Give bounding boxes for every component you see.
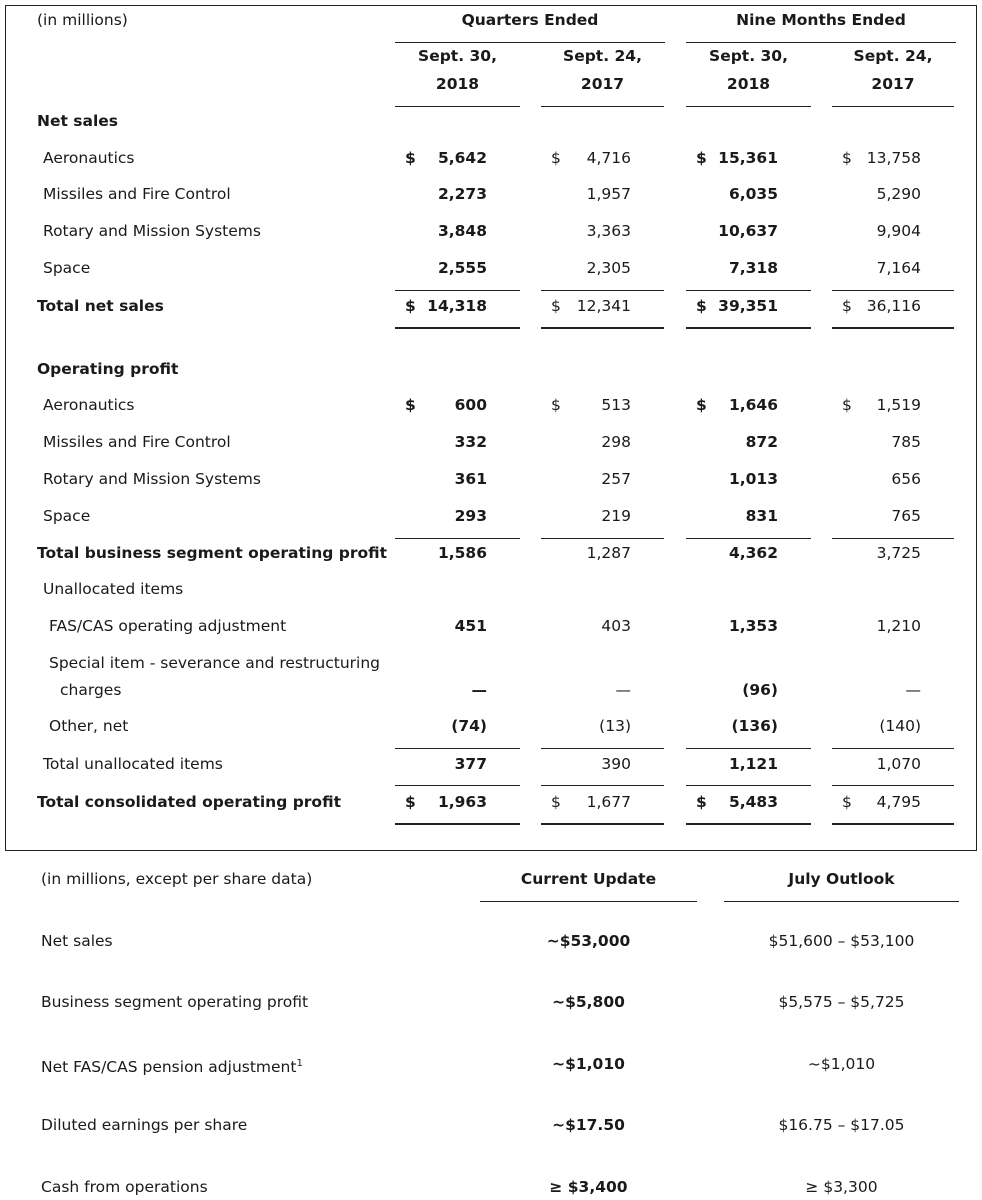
net-sales-value: 6,035 <box>728 185 778 203</box>
july-outlook-value: $51,600 – $53,100 <box>768 932 915 950</box>
current-update-underline <box>480 901 697 902</box>
currency-symbol: $ <box>696 297 707 315</box>
net-sales-value: 10,637 <box>718 222 778 240</box>
column-header-line1: Sept. 24, <box>563 47 642 65</box>
subtotal-rule <box>686 748 811 749</box>
operating-profit-value: 1,646 <box>728 396 778 414</box>
july-outlook-value: $16.75 – $17.05 <box>778 1116 905 1134</box>
subtotal-rule <box>686 538 811 539</box>
current-update-value: ~$5,800 <box>552 993 625 1011</box>
column-header-line1: Sept. 30, <box>418 47 497 65</box>
currency-symbol: $ <box>405 396 416 414</box>
currency-symbol: $ <box>696 793 707 811</box>
operating-profit-value: 1,519 <box>876 396 921 414</box>
operating-profit-value: 600 <box>454 396 487 414</box>
subtotal-rule <box>832 290 954 291</box>
total-consolidated-value: 1,677 <box>586 793 631 811</box>
total-consolidated-label: Total consolidated operating profit <box>37 793 341 811</box>
column-header-line2: 2018 <box>726 75 771 93</box>
fas-cas-value: 1,353 <box>728 617 778 635</box>
currency-symbol: $ <box>842 297 852 315</box>
operating-profit-row-label: Space <box>43 507 91 525</box>
column-header-line1: Sept. 30, <box>709 47 788 65</box>
operating-profit-row-label: Rotary and Mission Systems <box>43 470 261 488</box>
other-net-label: Other, net <box>49 717 129 735</box>
net-sales-value: 3,363 <box>586 222 631 240</box>
currency-symbol: $ <box>842 793 852 811</box>
total-segment-op-label: Total business segment operating profit <box>37 544 388 562</box>
operating-profit-row-label: Missiles and Fire Control <box>43 433 231 451</box>
july-outlook-value: ≥ $3,300 <box>805 1178 878 1196</box>
total-net-sales-value: 36,116 <box>866 297 921 315</box>
column-header-underline <box>832 106 954 107</box>
column-header-line1: Sept. 24, <box>853 47 933 65</box>
subtotal-rule <box>686 290 811 291</box>
current-update-value: ≥ $3,400 <box>549 1178 628 1196</box>
operating-profit-value: 332 <box>454 433 487 451</box>
fas-cas-value: 451 <box>454 617 487 635</box>
operating-profit-value: 513 <box>601 396 631 414</box>
fas-cas-value: 1,210 <box>876 617 921 635</box>
net-sales-value: 9,904 <box>876 222 921 240</box>
column-header-line2: 2017 <box>871 75 915 93</box>
july-outlook-value: $5,575 – $5,725 <box>778 993 905 1011</box>
current-update-header: Current Update <box>520 870 657 888</box>
total-net-sales-value: 14,318 <box>427 297 487 315</box>
currency-symbol: $ <box>842 149 852 167</box>
column-header-underline <box>541 106 664 107</box>
total-double-rule <box>686 823 811 825</box>
subtotal-rule <box>686 785 811 786</box>
total-double-rule <box>541 327 664 329</box>
operating-profit-value: 298 <box>601 433 631 451</box>
quarters-underline <box>395 42 665 43</box>
total-net-sales-value: 12,341 <box>576 297 631 315</box>
currency-symbol: $ <box>696 149 707 167</box>
operating-profit-row-label: Aeronautics <box>43 396 135 414</box>
total-net-sales-label: Total net sales <box>37 297 164 315</box>
net-sales-row-label: Space <box>43 259 91 277</box>
column-header-underline <box>395 106 520 107</box>
subtotal-rule <box>395 748 520 749</box>
net-sales-row-label: Aeronautics <box>43 149 135 167</box>
net-sales-value: 13,758 <box>866 149 921 167</box>
subtotal-rule <box>832 785 954 786</box>
operating-profit-value: 257 <box>601 470 631 488</box>
net-sales-row-label: Missiles and Fire Control <box>43 185 231 203</box>
special-item-value: — <box>615 681 631 699</box>
subtotal-rule <box>541 748 664 749</box>
column-header-underline <box>686 106 811 107</box>
july-outlook-header: July Outlook <box>788 870 895 888</box>
special-item-label-line2: charges <box>60 681 122 699</box>
net-sales-value: 4,716 <box>586 149 631 167</box>
total-segment-op-value: 1,586 <box>437 544 487 562</box>
net-sales-value: 7,318 <box>728 259 778 277</box>
outlook-row-label <box>41 1054 303 1077</box>
operating-profit-value: 293 <box>454 507 487 525</box>
net-sales-value: 15,361 <box>718 149 778 167</box>
nine-months-ended-header: Nine Months Ended <box>736 11 906 29</box>
operating-profit-value: 785 <box>891 433 921 451</box>
outlook-row-label-text: Business segment operating profit <box>41 993 309 1011</box>
total-unallocated-value: 1,121 <box>728 755 778 773</box>
operating-profit-value: 361 <box>454 470 487 488</box>
special-item-label-line1: Special item - severance and restructuring <box>49 654 381 672</box>
net-sales-value: 2,555 <box>437 259 487 277</box>
total-unallocated-label: Total unallocated items <box>43 755 223 773</box>
operating-profit-value: 831 <box>745 507 778 525</box>
subtotal-rule <box>541 785 664 786</box>
net-sales-value: 5,290 <box>876 185 921 203</box>
units-note: (in millions) <box>37 11 128 29</box>
other-net-value: (136) <box>731 717 778 735</box>
operating-profit-value: 656 <box>891 470 921 488</box>
currency-symbol: $ <box>405 149 416 167</box>
operating-profit-value: 1,013 <box>728 470 778 488</box>
column-header-line2: 2017 <box>580 75 625 93</box>
net-sales-heading: Net sales <box>37 112 119 130</box>
currency-symbol: $ <box>551 149 561 167</box>
fas-cas-value: 403 <box>601 617 631 635</box>
net-sales-value: 7,164 <box>876 259 921 277</box>
subtotal-rule <box>832 748 954 749</box>
operating-profit-value: 765 <box>891 507 921 525</box>
current-update-value: ~$1,010 <box>552 1055 625 1073</box>
total-unallocated-value: 390 <box>601 755 631 773</box>
net-sales-value: 1,957 <box>586 185 631 203</box>
net-sales-value: 5,642 <box>437 149 487 167</box>
total-segment-op-value: 4,362 <box>728 544 778 562</box>
outlook-row-label <box>41 1115 247 1135</box>
net-sales-value: 2,305 <box>586 259 631 277</box>
special-item-value: — <box>471 681 487 699</box>
total-consolidated-value: 1,963 <box>437 793 487 811</box>
total-segment-op-value: 3,725 <box>876 544 921 562</box>
outlook-row-label <box>41 992 308 1012</box>
operating-profit-value: 219 <box>601 507 631 525</box>
currency-symbol: $ <box>842 396 852 414</box>
subtotal-rule <box>395 290 520 291</box>
other-net-value: (74) <box>451 717 487 735</box>
outlook-row-label <box>41 931 113 951</box>
operating-profit-value: 872 <box>745 433 778 451</box>
currency-symbol: $ <box>405 297 416 315</box>
currency-symbol: $ <box>696 396 707 414</box>
unallocated-items-heading: Unallocated items <box>43 580 184 598</box>
outlook-units-note: (in millions, except per share data) <box>41 870 313 888</box>
july-outlook-underline <box>724 901 959 902</box>
outlook-row-label-text: Net sales <box>41 932 113 950</box>
operating-profit-heading: Operating profit <box>37 360 179 378</box>
currency-symbol: $ <box>551 297 561 315</box>
special-item-value: — <box>905 681 921 699</box>
total-unallocated-value: 1,070 <box>876 755 921 773</box>
total-net-sales-value: 39,351 <box>718 297 778 315</box>
net-sales-value: 3,848 <box>437 222 487 240</box>
outlook-row-label-text: Net FAS/CAS pension adjustment <box>41 1058 297 1077</box>
net-sales-row-label: Rotary and Mission Systems <box>43 222 261 240</box>
outlook-row-label-text: Cash from operations <box>41 1178 208 1196</box>
total-double-rule <box>686 327 811 329</box>
nine-months-underline <box>686 42 956 43</box>
total-double-rule <box>541 823 664 825</box>
outlook-row-label <box>41 1177 208 1197</box>
net-sales-value: 2,273 <box>437 185 487 203</box>
outlook-row-label-text: Diluted earnings per share <box>41 1116 248 1134</box>
currency-symbol: $ <box>551 396 561 414</box>
total-consolidated-value: 4,795 <box>876 793 921 811</box>
total-double-rule <box>395 823 520 825</box>
special-item-value: (96) <box>742 681 778 699</box>
other-net-value: (140) <box>879 717 921 735</box>
july-outlook-value: ~$1,010 <box>807 1055 876 1073</box>
currency-symbol: $ <box>551 793 561 811</box>
total-double-rule <box>395 327 520 329</box>
current-update-value: ~$53,000 <box>546 932 631 950</box>
subtotal-rule <box>395 538 520 539</box>
subtotal-rule <box>541 538 664 539</box>
subtotal-rule <box>395 785 520 786</box>
footnote-marker: 1 <box>296 1058 303 1069</box>
column-header-line2: 2018 <box>435 75 480 93</box>
total-consolidated-value: 5,483 <box>728 793 778 811</box>
currency-symbol: $ <box>405 793 416 811</box>
total-unallocated-value: 377 <box>454 755 487 773</box>
quarters-ended-header: Quarters Ended <box>461 11 599 29</box>
fas-cas-label: FAS/CAS operating adjustment <box>49 617 287 635</box>
current-update-value: ~$17.50 <box>552 1116 625 1134</box>
other-net-value: (13) <box>599 717 631 735</box>
total-double-rule <box>832 823 954 825</box>
subtotal-rule <box>832 538 954 539</box>
subtotal-rule <box>541 290 664 291</box>
total-segment-op-value: 1,287 <box>586 544 631 562</box>
total-double-rule <box>832 327 954 329</box>
